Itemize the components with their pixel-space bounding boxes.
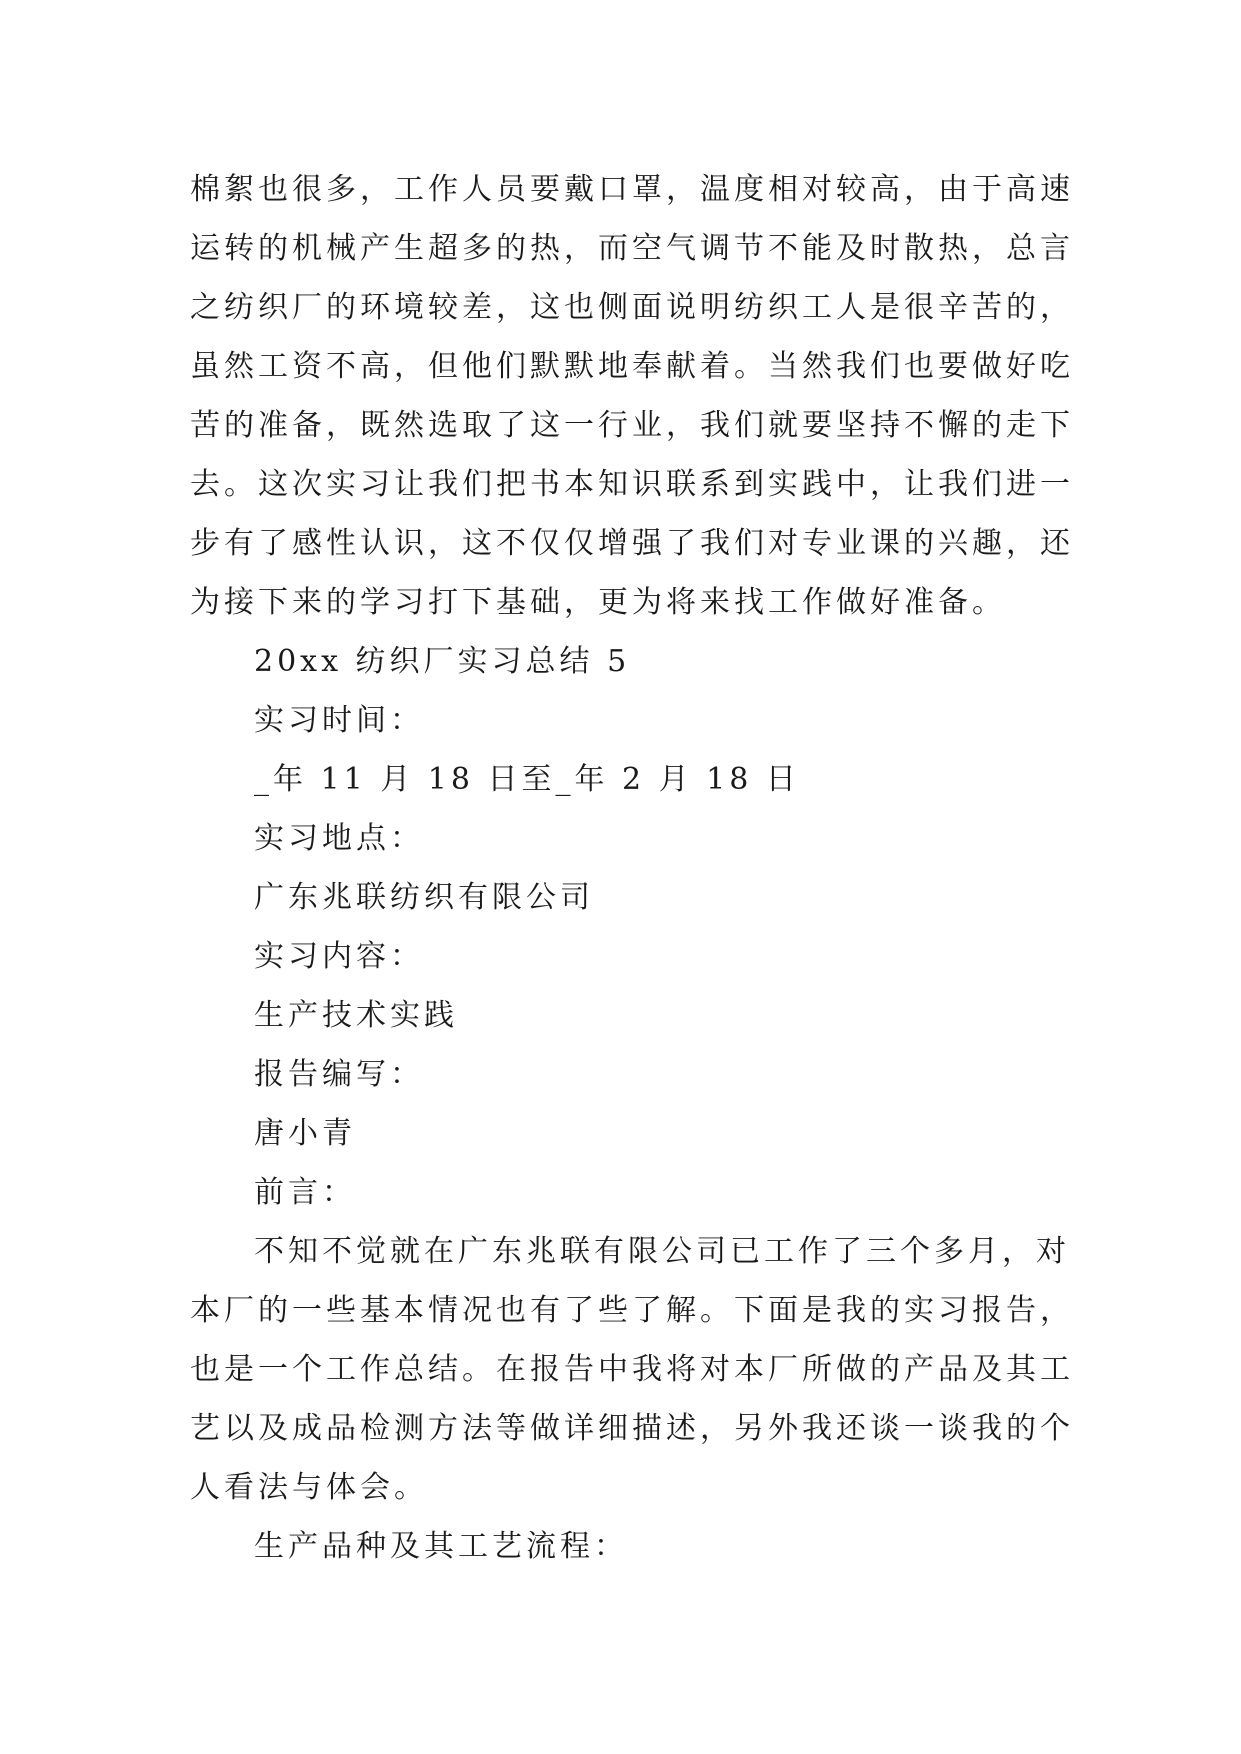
paragraph-line: 苦的准备，既然选取了这一行业，我们就要坚持不懈的走下 [190,408,1074,443]
document-body [190,160,1074,1576]
content-label: 实习内容： [254,939,424,974]
paragraph-line: 运转的机械产生超多的热，而空气调节不能及时散热，总言 [190,231,1074,266]
paragraph-line: 为接下来的学习打下基础，更为将来找工作做好准备。 [190,585,1006,620]
time-value: _年 11 月 18 日至_年 2 月 18 日 [254,762,800,797]
paragraph-line: 棉絮也很多，工作人员要戴口罩，温度相对较高，由于高速 [190,172,1074,207]
location-label: 实习地点： [254,821,424,856]
content-value: 生产技术实践 [254,998,458,1033]
paragraph-line: 去。这次实习让我们把书本知识联系到实践中，让我们进一 [190,467,1074,502]
paragraph-line: 不知不觉就在广东兆联有限公司已工作了三个多月，对 [254,1234,1070,1269]
author-value: 唐小青 [254,1116,356,1151]
time-label: 实习时间： [254,703,424,738]
paragraph-line: 步有了感性认识，这不仅仅增强了我们对专业课的兴趣，还 [190,526,1074,561]
preface-label: 前言： [254,1175,356,1210]
paragraph-line: 本厂的一些基本情况也有了些了解。下面是我的实习报告， [190,1293,1074,1328]
author-label: 报告编写： [254,1057,424,1092]
preface-paragraph [190,1222,1074,1517]
paragraph-line: 人看法与体会。 [190,1470,428,1505]
process-heading: 生产品种及其工艺流程： [254,1529,628,1564]
paragraph-line: 也是一个工作总结。在报告中我将对本厂所做的产品及其工 [190,1352,1074,1387]
paragraph-line: 虽然工资不高，但他们默默地奉献着。当然我们也要做好吃 [190,349,1074,384]
section-title: 20xx 纺织厂实习总结 5 [254,644,631,679]
paragraph-line: 之纺织厂的环境较差，这也侧面说明纺织工人是很辛苦的， [190,290,1074,325]
location-value: 广东兆联纺织有限公司 [254,880,594,915]
closing-paragraph [190,160,1074,632]
paragraph-line: 艺以及成品检测方法等做详细描述，另外我还谈一谈我的个 [190,1411,1074,1446]
